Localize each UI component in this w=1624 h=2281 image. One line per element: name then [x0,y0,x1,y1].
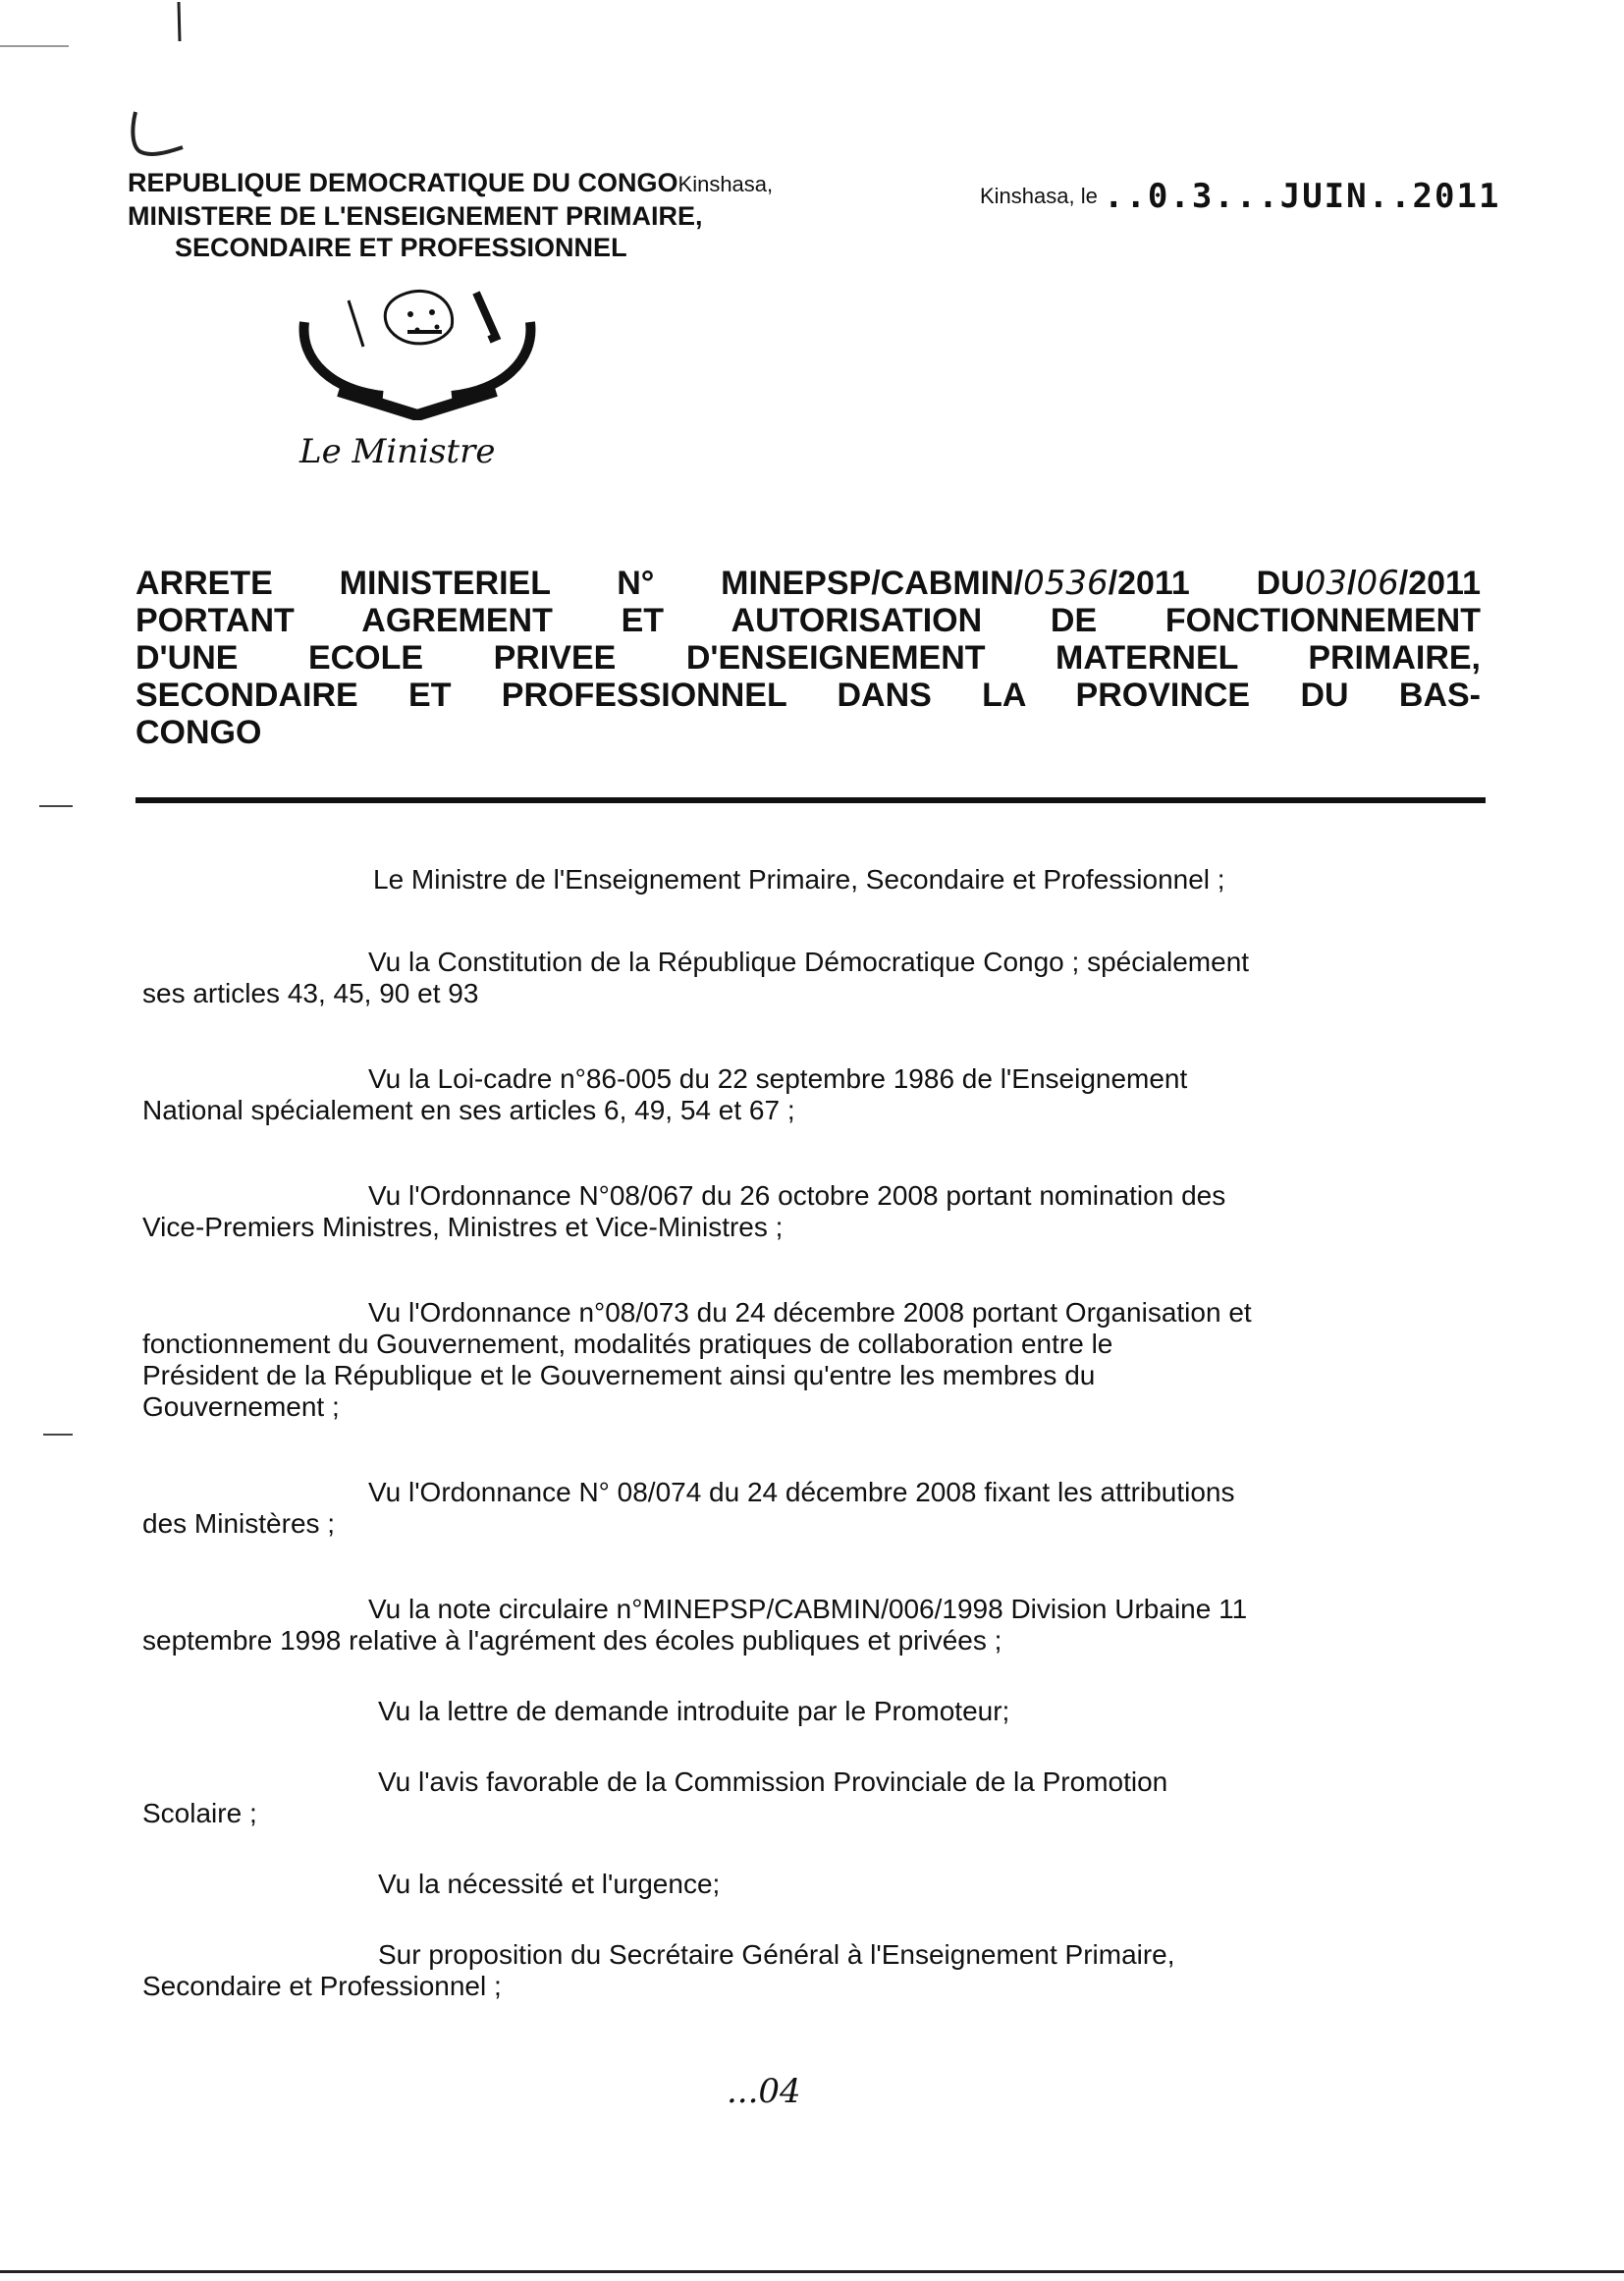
bottom-scan-edge [0,2270,1624,2273]
title-divider [135,797,1486,803]
title-line-3: D'UNE ECOLE PRIVEE D'ENSEIGNEMENT MATERNEL PRIMAIRE, [135,639,1481,677]
scan-mark [43,1434,73,1436]
decree-body [142,864,1468,2002]
paragraph-loi-cadre: Vu la Loi-cadre n°86-005 du 22 septembre 1986 de l'Enseignement National spécialement en ses articles 6, 49, 54 et 67 ; [142,1063,1188,1125]
ministry-line-2: SECONDAIRE ET PROFESSIONNEL [175,233,627,262]
paragraph-proposition: Sur proposition du Secrétaire Général à l'Enseignement Primaire, Secondaire et Professionnel ; [142,1939,1175,2001]
ministry-line-1: MINISTERE DE L'ENSEIGNEMENT PRIMAIRE, [128,201,703,231]
decree-title [135,565,1481,751]
scan-mark [0,45,69,47]
pen-mark-l [128,108,187,162]
scan-mark [39,805,73,807]
handwritten-day: 03 [1304,564,1348,603]
handwritten-month: 06 [1356,564,1399,603]
paragraph-ordonnance-067: Vu l'Ordonnance N°08/067 du 26 octobre 2008 portant nomination des Vice-Premiers Ministres, Ministres et Vice-Ministres ; [142,1180,1226,1242]
date-prefix: Kinshasa, le [980,184,1098,208]
paragraph-avis-favorable: Vu l'avis favorable de la Commission Provinciale de la Promotion Scolaire ; [142,1766,1168,1828]
paragraph-note-circulaire: Vu la note circulaire n°MINEPSP/CABMIN/006/1998 Division Urbaine 11 septembre 1998 relative à l'agrément des écoles publiques et privées ; [142,1594,1248,1656]
title-line-1: ARRETE MINISTERIEL N° MINEPSP/CABMIN/0536/2011 DU03/06/2011 [135,564,1481,603]
title-line-5: CONGO [135,714,262,751]
paragraph-necessite: Vu la nécessité et l'urgence; [378,1869,721,1899]
signature-title: Le Ministre [299,432,496,471]
paragraph-lettre-demande: Vu la lettre de demande introduite par le Promoteur; [378,1696,1010,1726]
page-continuation-mark: ...04 [727,2072,801,2111]
handwritten-number: 0536 [1023,564,1109,603]
paragraph-constitution: Vu la Constitution de la République Démocratique Congo ; spécialement ses articles 43, 45, 90 et 93 [142,947,1250,1008]
pen-mark-top [175,2,183,43]
paragraph-ordonnance-074: Vu l'Ordonnance N° 08/074 du 24 décembre 2008 fixant les attributions des Ministères ; [142,1477,1235,1539]
country-line: REPUBLIQUE DEMOCRATIQUE DU CONGOKinshasa, [128,168,774,197]
paragraph-ordonnance-073: Vu l'Ordonnance n°08/073 du 24 décembre 2008 portant Organisation et fonctionnement du Gouvernement, modalités pratiques de collaboration entre le Président de la République et le Gouvernement ainsi qu'entre les membres du Gouvernement ; [142,1297,1252,1422]
title-line-2: PORTANT AGREMENT ET AUTORISATION DE FONCTIONNEMENT [135,602,1481,639]
paragraph-minister: Le Ministre de l'Enseignement Primaire, Secondaire et Professionnel ; [373,864,1225,895]
letterhead [128,167,913,263]
coat-of-arms-icon [295,283,540,420]
date-line [980,177,1500,216]
handwritten-date: ..0.3...JUIN..2011 [1103,177,1501,216]
title-line-4: SECONDAIRE ET PROFESSIONNEL DANS LA PROVINCE DU BAS- [135,677,1481,714]
